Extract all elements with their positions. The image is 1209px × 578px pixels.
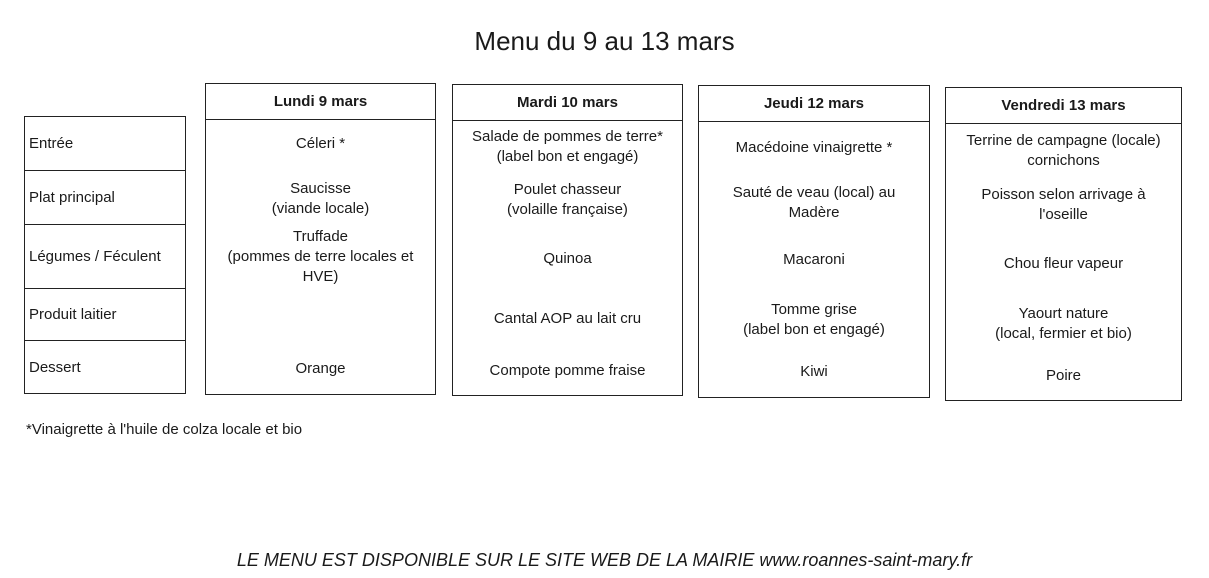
menu-produit-laitier [206, 292, 435, 342]
row-label-entree: Entrée [25, 117, 185, 171]
row-label-plat-principal: Plat principal [25, 171, 185, 225]
menu-legumes: Quinoa [543, 250, 592, 267]
menu-produit-laitier: Tomme grise (label bon et engagé) [743, 301, 885, 338]
row-labels-column [24, 116, 186, 394]
row-label-dessert: Dessert [29, 358, 81, 376]
footnote: *Vinaigrette à l'huile de colza locale et bio [26, 421, 303, 438]
menu-dessert: Compote pomme fraise [489, 362, 646, 379]
menu-produit-laitier: Yaourt nature (local, fermier et bio) [995, 305, 1132, 342]
day-header: Jeudi 12 mars [699, 86, 929, 122]
day-column-jeudi [698, 85, 930, 398]
website-notice: LE MENU EST DISPONIBLE SUR LE SITE WEB DE LA MAIRIE www.roannes-saint-mary.fr [236, 550, 973, 570]
menu-plat-principal: Sauté de veau (local) au Madère [732, 184, 896, 221]
menu-entree: Céleri * [295, 135, 346, 152]
menu-legumes: Truffade (pommes de terre locales et HVE) [227, 228, 414, 285]
menu-entree: Salade de pommes de terre* (label bon et engagé) [472, 128, 663, 165]
menu-dessert: Kiwi [800, 363, 828, 380]
day-header: Lundi 9 mars [206, 84, 435, 120]
menu-entree: Macédoine vinaigrette * [735, 139, 893, 156]
day-column-mardi [452, 84, 683, 396]
menu-produit-laitier: Cantal AOP au lait cru [493, 310, 642, 327]
day-header: Vendredi 13 mars [946, 88, 1181, 124]
page-title: Menu du 9 au 13 mars [474, 26, 735, 56]
menu-legumes: Macaroni [783, 251, 845, 268]
row-label-produit-laitier: Produit laitier [25, 289, 185, 341]
day-column-lundi [205, 83, 436, 395]
menu-plat-principal: Poisson selon arrivage à l'oseille [981, 186, 1146, 223]
row-label-legumes-feculent: Légumes / Féculent [25, 225, 185, 289]
menu-plat-principal: Saucisse (viande locale) [271, 180, 370, 217]
menu-dessert: Poire [1045, 367, 1082, 384]
menu-legumes: Chou fleur vapeur [1003, 255, 1124, 272]
menu-entree: Terrine de campagne (locale) cornichons [966, 132, 1161, 169]
day-column-vendredi [945, 87, 1182, 401]
day-header: Mardi 10 mars [453, 85, 682, 121]
menu-dessert: Orange [295, 360, 346, 377]
menu-plat-principal: Poulet chasseur (volaille française) [507, 181, 628, 218]
